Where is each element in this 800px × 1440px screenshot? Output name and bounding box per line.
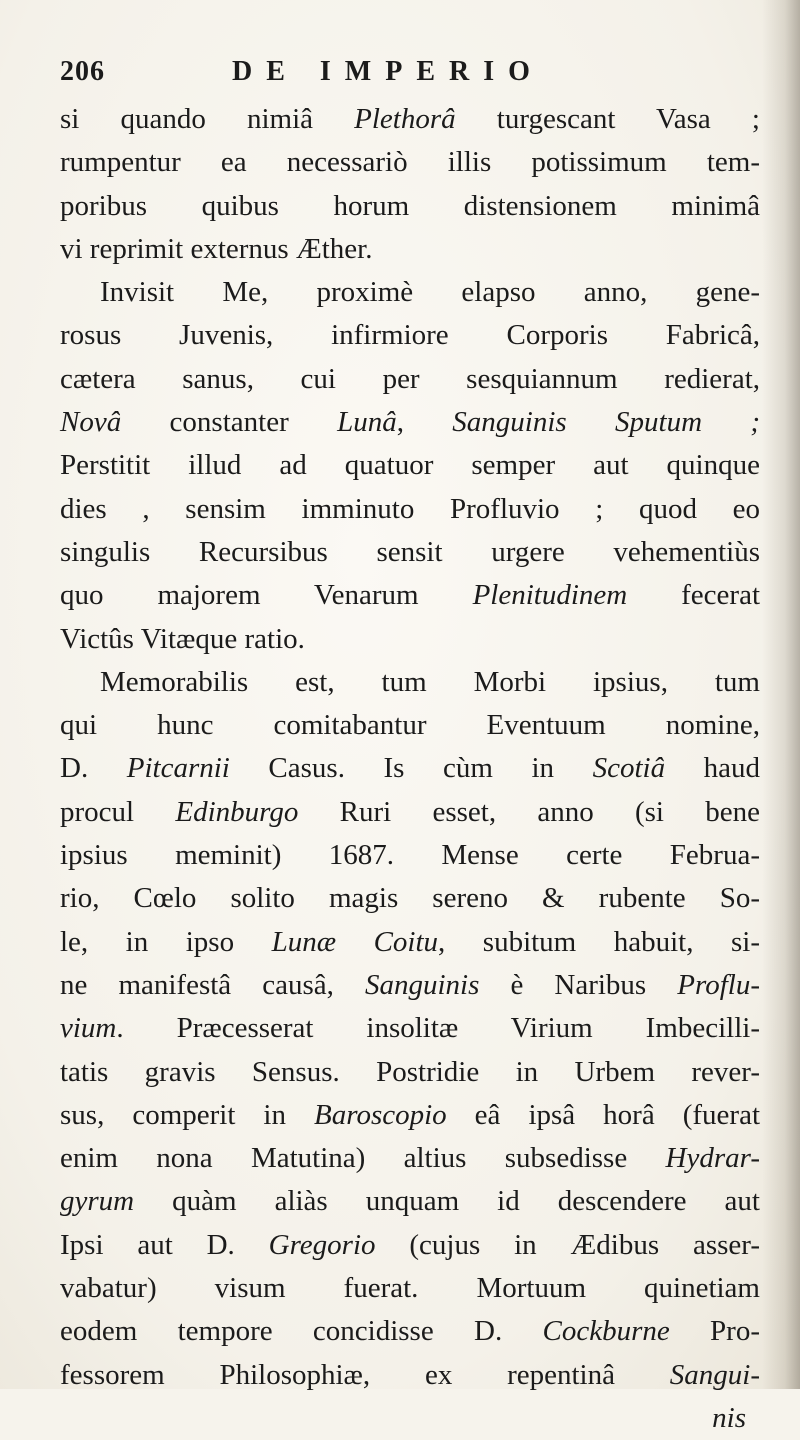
text-line: si quando nimiâ Plethorâ turgescant Vasa ; [60,103,760,135]
italic-term: Novâ [60,406,122,439]
text-line: le, in ipso Lunæ Coitu, subitum habuit, si- [60,925,760,958]
text-line: D. Pitcarnii Casus. Is cùm in Scotiâ haud [60,752,760,785]
catchword: nis [712,1401,746,1434]
text-line: ipsius meminit) 1687. Mense certe Februa- [60,839,760,872]
text-line: sus, comperit in Baroscopio eâ ipsâ horâ (fuerat [60,1098,760,1131]
text-line: fessorem Philosophiæ, ex repentinâ Sangui- [60,1358,760,1391]
italic-term: Sangui- [669,1358,760,1391]
italic-term: Scotiâ [592,752,666,785]
text-line: dies , sensim imminuto Profluvio ; quod eo [60,492,760,525]
text-line: vi reprimit externus Æther. [60,232,373,265]
text-line: vium. Præcesserat insolitæ Virium Imbecilli- [60,1012,760,1045]
page-header [60,56,700,96]
italic-term: Hydrar- [665,1142,760,1175]
text-line: eodem tempore concidisse D. Cockburne Pro- [60,1315,760,1348]
italic-term: Plethorâ [354,103,456,135]
text-line: rumpentur ea necessariò illis potissimum tem- [60,146,760,179]
text-line: Ipsi aut D. Gregorio (cujus in Ædibus asser- [60,1228,761,1261]
italic-term: Pitcarnii [126,752,230,785]
italic-term: gyrum [60,1185,135,1218]
italic-term: Plenitudinem [472,579,628,612]
running-title: DE IMPERIO [232,56,544,87]
text-line: Novâ constanter Lunâ, Sanguinis Sputum ; [60,406,761,439]
text-line: qui hunc comitabantur Eventuum nomine, [60,709,760,742]
italic-term: Proflu- [677,968,760,1001]
italic-term: Sanguinis Sputum ; [452,406,761,439]
text-line: vabatur) visum fuerat. Mortuum quinetiam [60,1272,760,1305]
paragraph-start-line: Memorabilis est, tum Morbi ipsius, tum [100,665,760,698]
text-line: procul Edinburgo Ruri esset, anno (si bene [60,795,760,828]
text-line: ne manifestâ causâ, Sanguinis è Naribus Proflu- [60,968,760,1001]
text-line: singulis Recursibus sensit urgere vehementiùs [60,535,760,568]
italic-term: Lunâ [337,406,397,439]
italic-term: Baroscopio [314,1098,447,1131]
italic-term: Gregorio [268,1228,376,1261]
italic-term: Sanguinis [364,968,480,1001]
text-line: rosus Juvenis, infirmiore Corporis Fabricâ, [60,319,760,352]
text-line: gyrum quàm aliàs unquam id descendere aut [60,1185,760,1218]
italic-term: vium [60,1012,117,1045]
text-line: poribus quibus horum distensionem minimâ [60,189,760,222]
text-line: enim nona Matutina) altius subsedisse Hydrar- [60,1142,760,1175]
text-line: Perstitit illud ad quatuor semper aut quinque [60,449,760,482]
text-line: quo majorem Venarum Plenitudinem fecerat [60,579,761,612]
italic-term: Edinburgo [175,795,299,828]
paragraph-start-line: Invisit Me, proximè elapso anno, gene- [100,276,760,309]
text-line: Victûs Vitæque ratio. [60,622,305,655]
italic-term: Cockburne [542,1315,670,1348]
page-number: 206 [60,56,105,87]
italic-term: Lunæ Coitu [271,925,439,958]
body-text [60,98,760,1440]
text-line: rio, Cœlo solito magis sereno & rubente So- [60,882,760,915]
text-line: tatis gravis Sensus. Postridie in Urbem rever- [60,1055,760,1088]
text-line: cætera sanus, cui per sesquiannum redierat, [60,362,760,395]
page-gutter-shadow [762,0,800,1389]
